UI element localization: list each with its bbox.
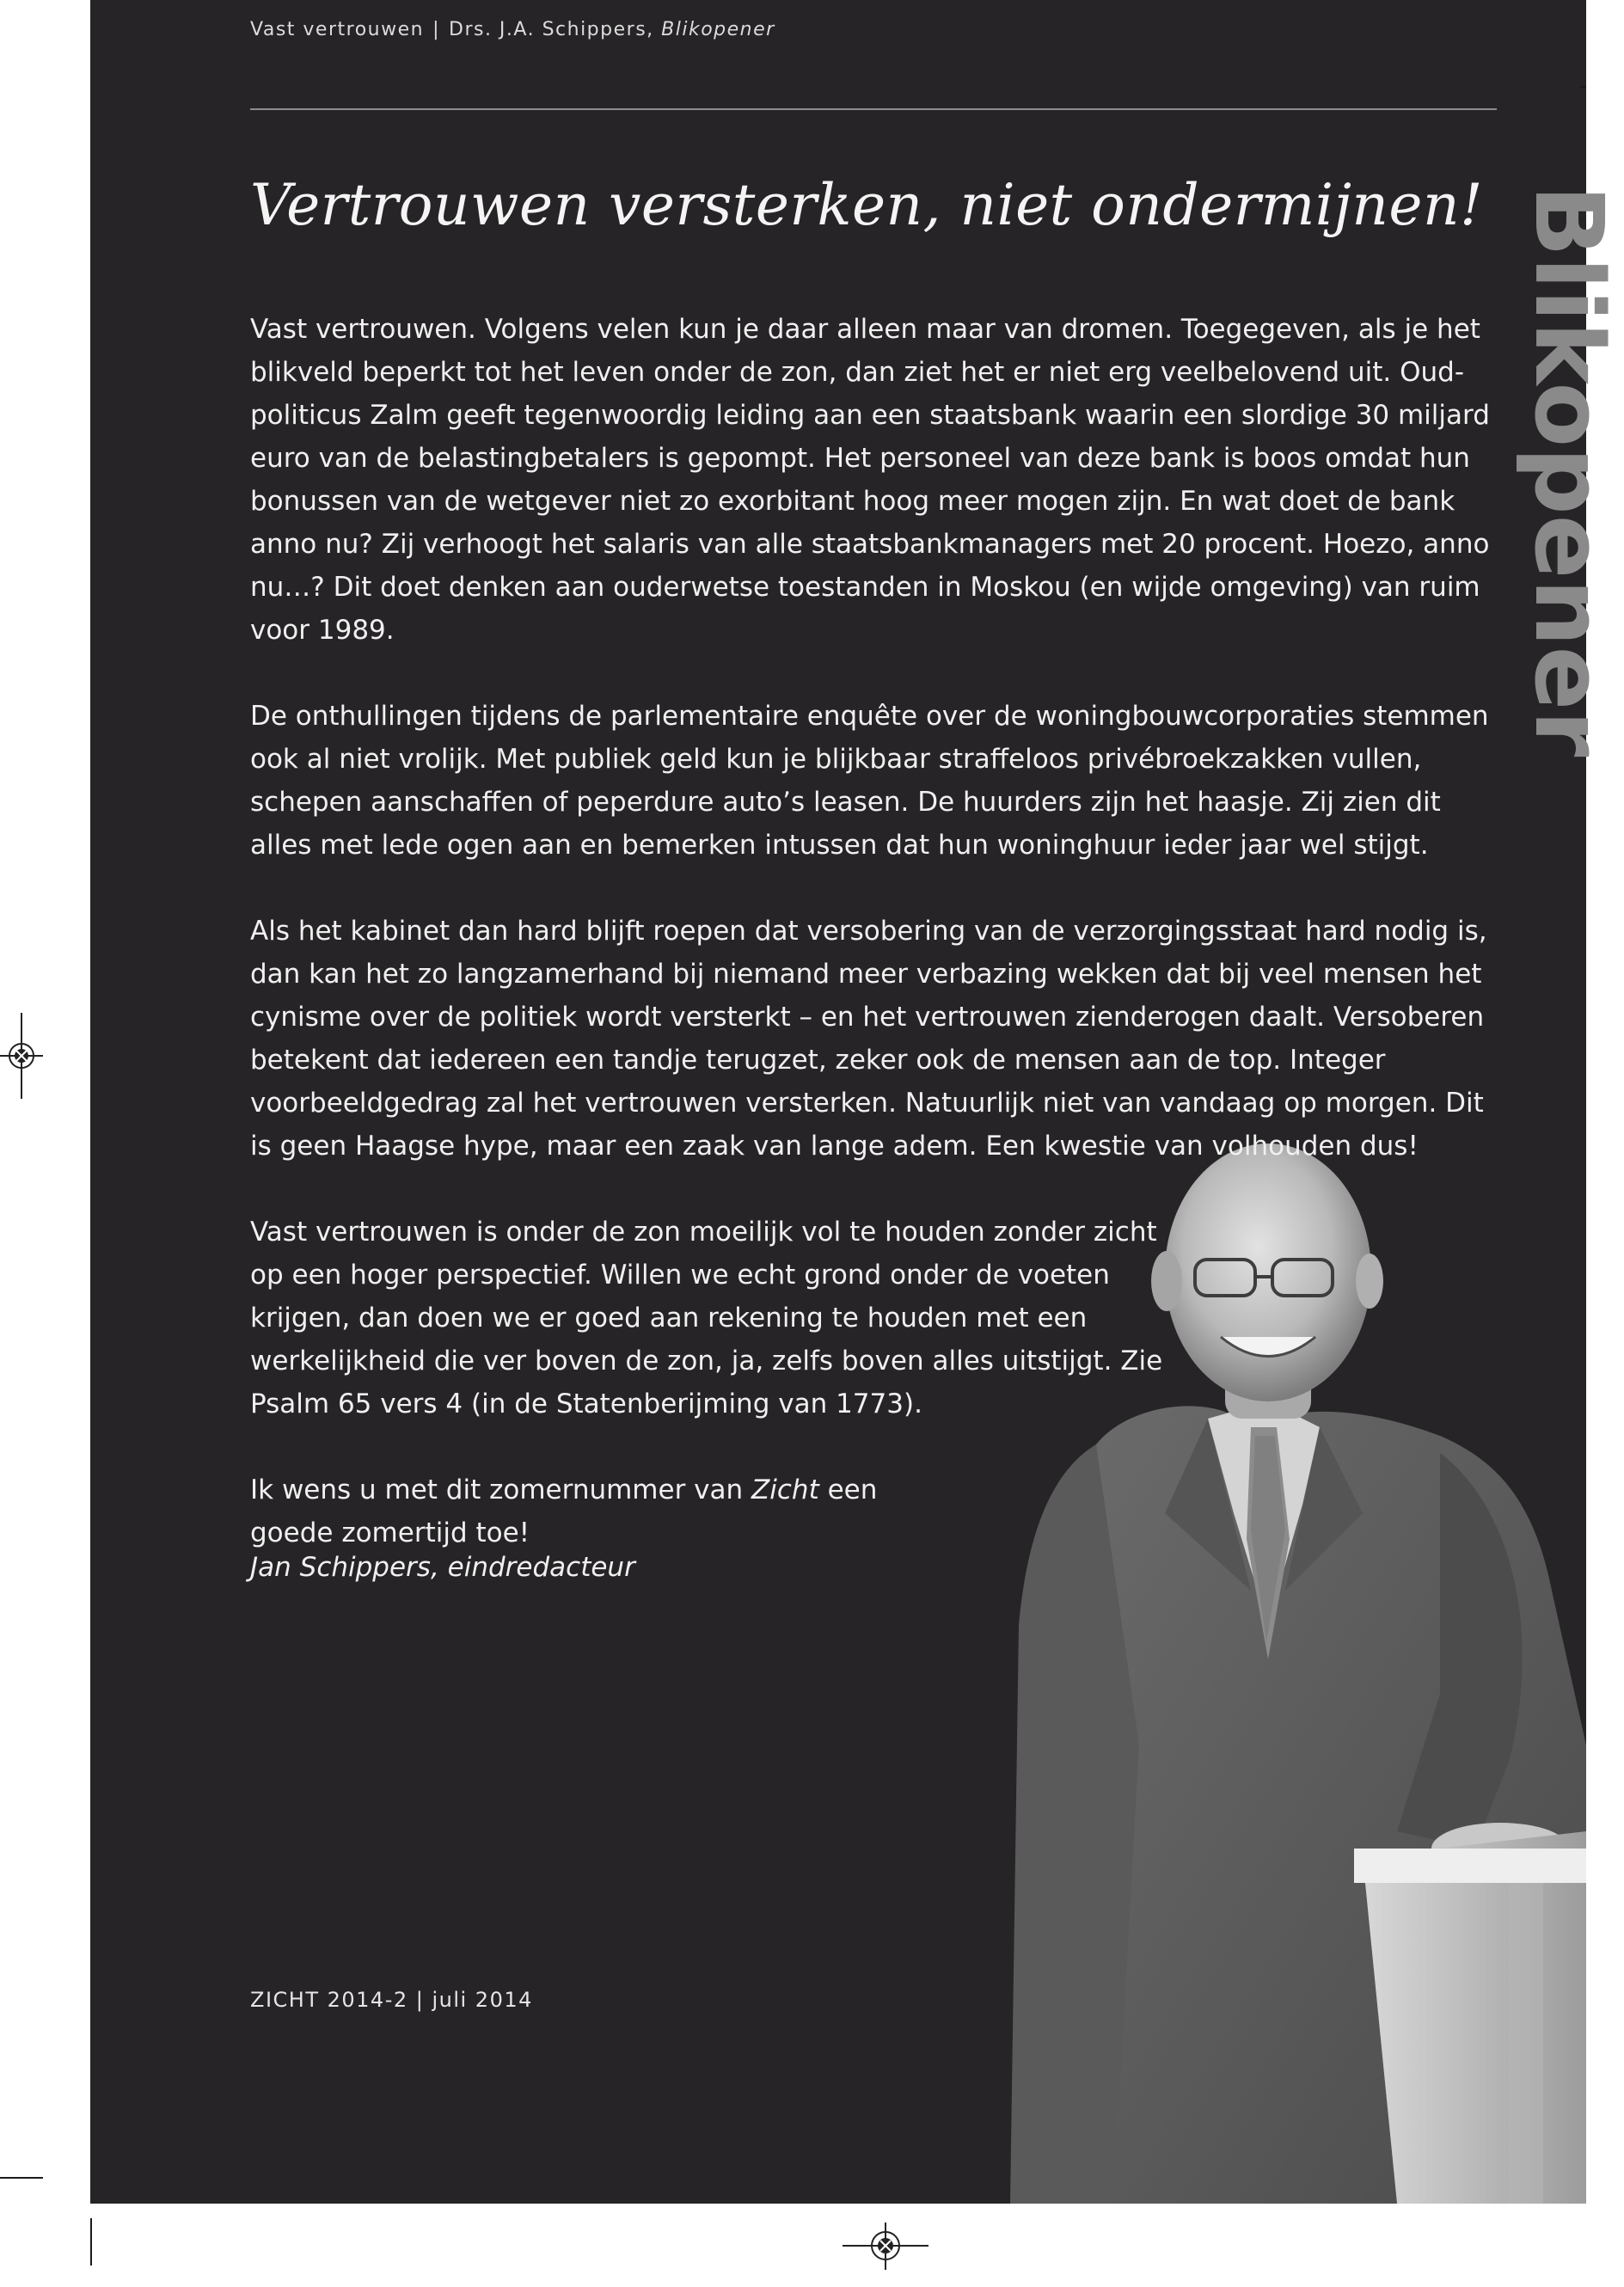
paragraph-2: De onthullingen tijdens de parlementaire enquête over de woningbouwcorporaties stemmen ook al niet vrolijk. Met publiek geld kun je blijkbaar straffeloos privébroekzakken vullen, schepen aanschaffen of peperdure auto’s leasen. De huurders zijn het haasje. Zij zien dit alles met lede ogen aan en bemerken intussen dat hun woninghuur ieder jaar wel stijgt. [250,701,1489,861]
paragraph-4: Vast vertrouwen is onder de zon moeilijk vol te houden zonder zicht op een hoger perspectief. Willen we echt grond onder de voeten krijgen, dan doen we er goed aan rekening te houden met een werkelijkheid die ver boven de zon, ja, zelfs boven alles uitstijgt. Zie Psalm 65 vers 4 (in de Statenberijming van 1773). [250,1217,1163,1419]
signature: Jan Schippers, eindredacteur [250,1552,635,1583]
article-title: Vertrouwen versterken, niet ondermijnen! [250,172,1484,238]
running-header [250,19,775,40]
header-author: Drs. J.A. Schippers, [449,19,654,40]
paragraph-3: Als het kabinet dan hard blijft roepen dat versobering van de verzorgingsstaat hard nodig is, dan kan het zo langzamerhand bij niemand meer verbazing wekken dat bij veel mensen het cynisme over de politiek wordt versterkt – en het vertrouwen zienderogen daalt. Versoberen betekent dat iedereen een tandje terugzet, zeker ook de mensen aan de top. Integer voorbeeldgedrag zal het vertrouwen versterken. Natuurlijk niet van vandaag op morgen. Dit is geen Haagse hype, maar een zaak van lange adem. Een kwestie van volhouden dus! [250,916,1487,1162]
crop-mark-right-top [1580,86,1586,88]
magazine-name: Zicht [751,1475,819,1505]
registration-mark-left-icon [0,1013,43,1099]
registration-mark-bottom-icon [843,2223,928,2270]
header-separator: | [432,19,440,40]
side-column-label: Blikopener [1514,185,1624,757]
page-footer: ZICHT 2014-2 | juli 2014 [250,1988,533,2012]
crop-mark-bottom-left [90,2218,92,2266]
p5-text-start: Ik wens u met dit zomernummer van [250,1475,752,1505]
p5-text-end: een goede zomertijd toe! [250,1475,878,1548]
paragraph-5 [250,1468,947,1554]
page-background [90,0,1624,2204]
paragraph-1: Vast vertrouwen. Volgens velen kun je daar alleen maar van dromen. Toegegeven, als je het blikveld beperkt tot het leven onder de zon, dan ziet het er niet erg veelbelovend uit. Oud-politicus Zalm geeft tegenwoordig leiding aan een staatsbank waarin een slordige 30 miljard euro van de belastingbetalers is gepompt. Het personeel van deze bank is boos omdat hun bonussen van de wetgever niet zo exorbitant hoog meer mogen zijn. En wat doet de bank anno nu? Zij verhoogt het salaris van alle staatsbankmanagers met 20 procent. Hoezo, anno nu…? Dit doet denken aan ouderwetse toestanden in Moskou (en wijde omgeving) van ruim voor 1989. [250,314,1490,646]
header-rule [250,108,1497,110]
crop-mark-left-top [0,2177,43,2179]
article-body [250,308,1497,1597]
header-section: Vast vertrouwen [250,19,425,40]
header-column: Blikopener [661,19,775,40]
